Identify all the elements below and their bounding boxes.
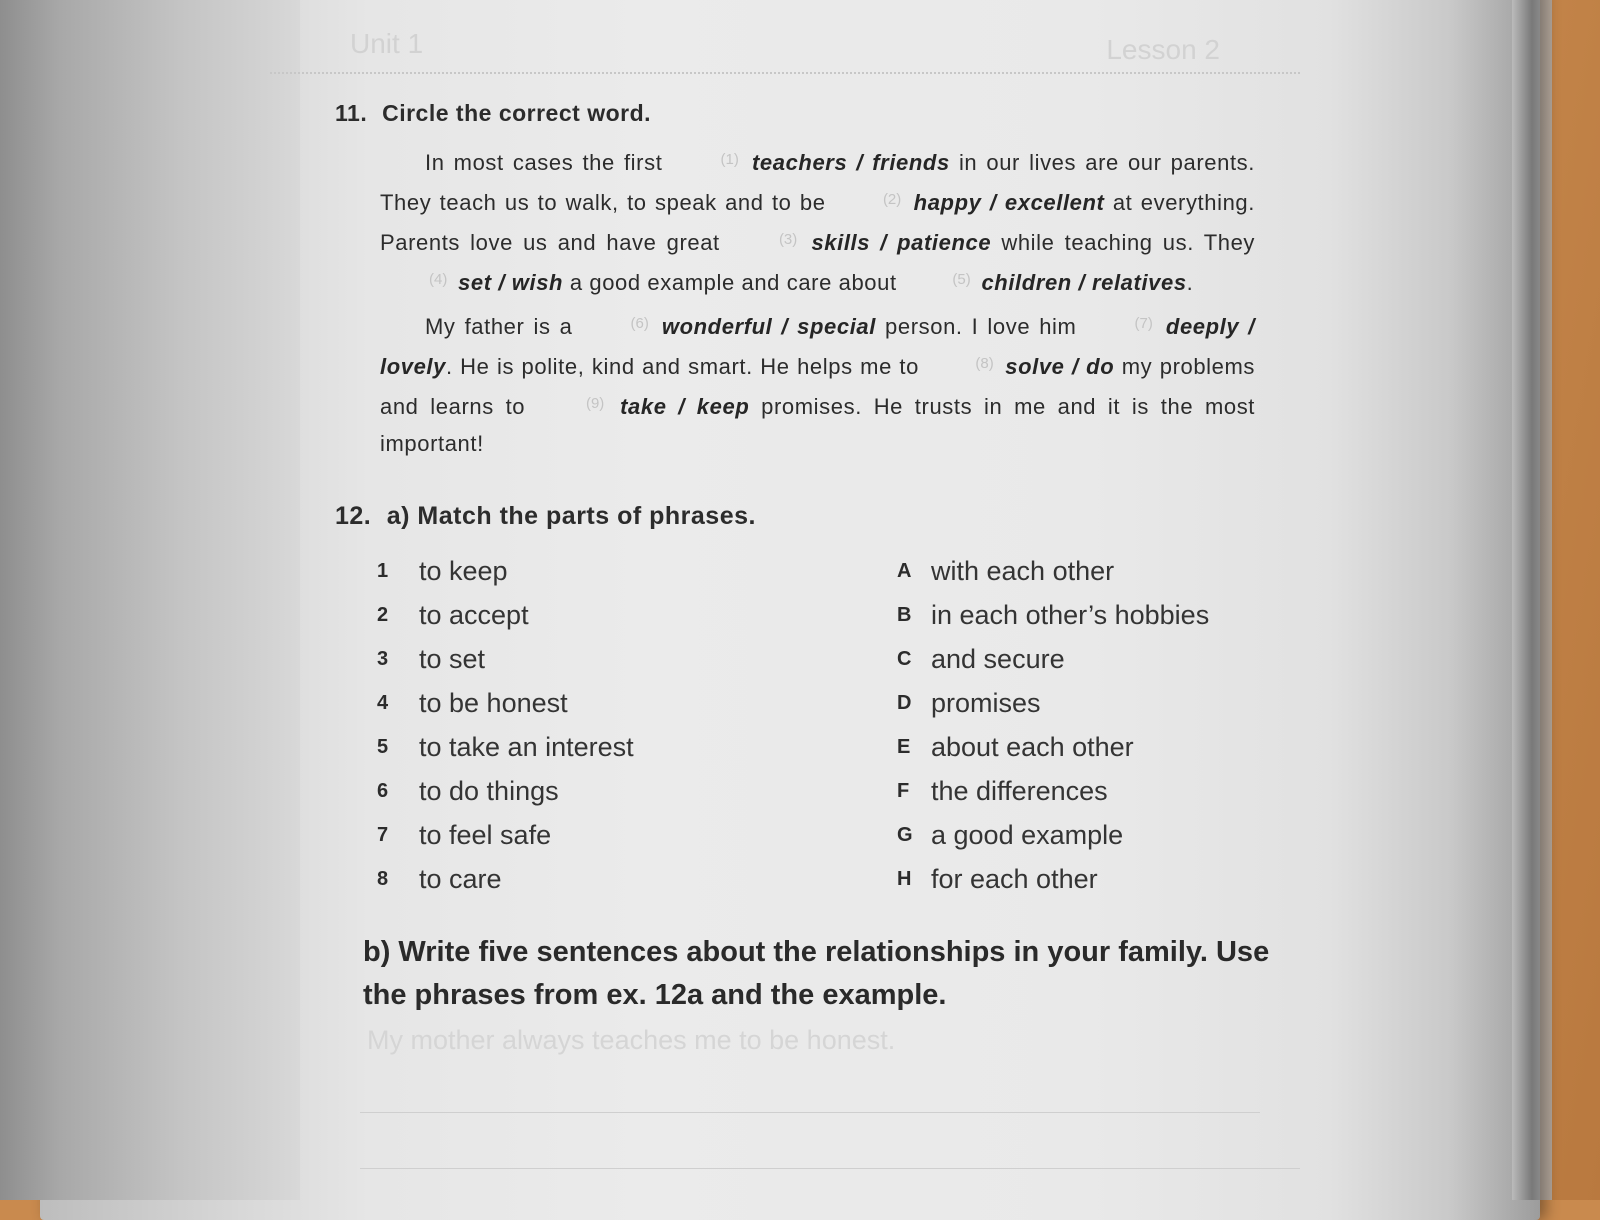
gap-number-4: (4) (429, 271, 448, 288)
exercise-12-number: 12. (335, 502, 372, 530)
word-choice-6[interactable]: wonderful / special (661, 314, 876, 339)
word-choice-2[interactable]: happy / excellent (913, 190, 1105, 215)
text-segment: In most cases the first (425, 150, 663, 175)
text-segment: person. I love him (885, 314, 1077, 339)
item-text: with each other (931, 555, 1115, 586)
phrase-start-item[interactable] (377, 864, 897, 895)
exercise-12b-instruction: b) Write five sentences about the relationships in your family. Use the phrases from ex. 12a and the example. (363, 936, 1270, 1011)
item-number: 6 (377, 779, 389, 802)
text-segment: . (1186, 270, 1194, 295)
gap-number-7: (7) (1134, 315, 1153, 332)
page-header (340, 22, 1220, 72)
item-text: to set (419, 643, 486, 674)
phrase-end-item[interactable] (897, 644, 1237, 675)
item-text: to accept (419, 599, 529, 630)
item-letter: H (897, 867, 912, 890)
item-letter: A (897, 559, 912, 582)
text-segment: at everything. Parents love us and have great (380, 190, 1255, 255)
word-choice-3[interactable]: skills / patience (811, 230, 992, 255)
word-choice-9[interactable]: take / keep (620, 394, 750, 419)
page-gutter-shadow (0, 0, 300, 1200)
item-text: about each other (931, 731, 1134, 762)
matching-row (377, 681, 1237, 725)
phrase-end-item[interactable] (897, 820, 1237, 851)
item-letter: E (897, 735, 911, 758)
item-text: in each other’s hobbies (931, 599, 1210, 630)
gap-number-9: (9) (585, 395, 605, 412)
exercise-12-heading (335, 502, 1255, 531)
text-segment: . He is polite, kind and smart. He helps me to (445, 354, 919, 379)
text-segment: while teaching us. They (1001, 230, 1256, 255)
gap-number-6: (6) (630, 315, 649, 332)
item-number: 2 (377, 603, 389, 626)
word-choice-4[interactable]: set / wish (458, 270, 564, 295)
matching-row (377, 549, 1237, 593)
phrase-start-item[interactable] (377, 688, 897, 719)
item-number: 8 (377, 867, 389, 890)
phrase-end-item[interactable] (897, 556, 1237, 587)
phrase-start-item[interactable] (377, 776, 897, 807)
item-number: 4 (377, 691, 389, 714)
phrase-start-item[interactable] (377, 820, 897, 851)
phrase-start-item[interactable] (377, 732, 897, 763)
phrase-end-item[interactable] (897, 600, 1237, 631)
exercise-11-paragraph-1 (380, 141, 1255, 301)
item-number: 3 (377, 647, 389, 670)
item-text: to keep (419, 555, 508, 586)
item-text: to take an interest (419, 731, 634, 762)
matching-row (377, 813, 1237, 857)
page-edge-shadow (1512, 0, 1552, 1200)
matching-table (377, 549, 1237, 901)
exercise-11-heading (335, 100, 1255, 127)
text-segment: My father is a (425, 314, 573, 339)
item-letter: D (897, 691, 912, 714)
phrase-end-item[interactable] (897, 732, 1237, 763)
unit-label: Unit 1 (350, 28, 424, 59)
gap-number-2: (2) (882, 191, 902, 208)
phrase-end-item[interactable] (897, 776, 1237, 807)
item-letter: G (897, 823, 913, 846)
matching-row (377, 725, 1237, 769)
item-text: a good example (931, 819, 1124, 850)
example-sentence: My mother always teaches me to be honest. (367, 1025, 896, 1055)
gap-number-5: (5) (952, 271, 971, 288)
text-segment: a good example and care about (569, 270, 897, 295)
item-text: to be honest (419, 687, 568, 718)
phrase-start-item[interactable] (377, 556, 897, 587)
item-text: for each other (931, 863, 1098, 894)
word-choice-5[interactable]: children / relatives (981, 270, 1187, 295)
matching-row (377, 637, 1237, 681)
text-segment: in our lives are our parents. They teach us to walk, to speak and to be (380, 150, 1255, 215)
header-divider (270, 72, 1300, 74)
phrase-start-item[interactable] (377, 644, 897, 675)
item-text: to do things (419, 775, 559, 806)
word-choice-8[interactable]: solve / do (1005, 354, 1115, 379)
text-segment: promises. He trusts in me and it is the most important! (380, 394, 1256, 456)
exercise-11-instruction: Circle the correct word. (382, 100, 652, 126)
item-text: to feel safe (419, 819, 552, 850)
word-choice-7[interactable]: deeply / lovely (380, 314, 1255, 379)
phrase-end-item[interactable] (897, 688, 1237, 719)
exercise-11-paragraph-2 (380, 305, 1255, 462)
exercise-content (335, 100, 1270, 1056)
item-number: 7 (377, 823, 389, 846)
gap-number-3: (3) (778, 231, 798, 248)
matching-row (377, 857, 1237, 901)
matching-row (377, 593, 1237, 637)
item-number: 5 (377, 735, 389, 758)
gap-number-8: (8) (975, 355, 994, 372)
text-segment: my problems and learns to (380, 354, 1256, 419)
matching-row (377, 769, 1237, 813)
lesson-label: Lesson 2 (1106, 34, 1220, 65)
word-choice-1[interactable]: teachers / friends (752, 150, 950, 175)
item-letter: C (897, 647, 912, 670)
answer-line[interactable] (360, 1112, 1260, 1113)
phrase-start-item[interactable] (377, 600, 897, 631)
item-letter: F (897, 779, 910, 802)
answer-line[interactable] (360, 1168, 1300, 1169)
item-text: to care (419, 863, 502, 894)
exercise-11-number: 11. (335, 100, 368, 126)
exercise-12a-instruction: a) Match the parts of phrases. (386, 502, 756, 530)
item-text: the differences (931, 775, 1108, 806)
item-letter: B (897, 603, 912, 626)
item-number: 1 (377, 559, 389, 582)
phrase-end-item[interactable] (897, 864, 1237, 895)
item-text: and secure (931, 643, 1065, 674)
item-text: promises (931, 687, 1041, 718)
gap-number-1: (1) (720, 151, 739, 168)
